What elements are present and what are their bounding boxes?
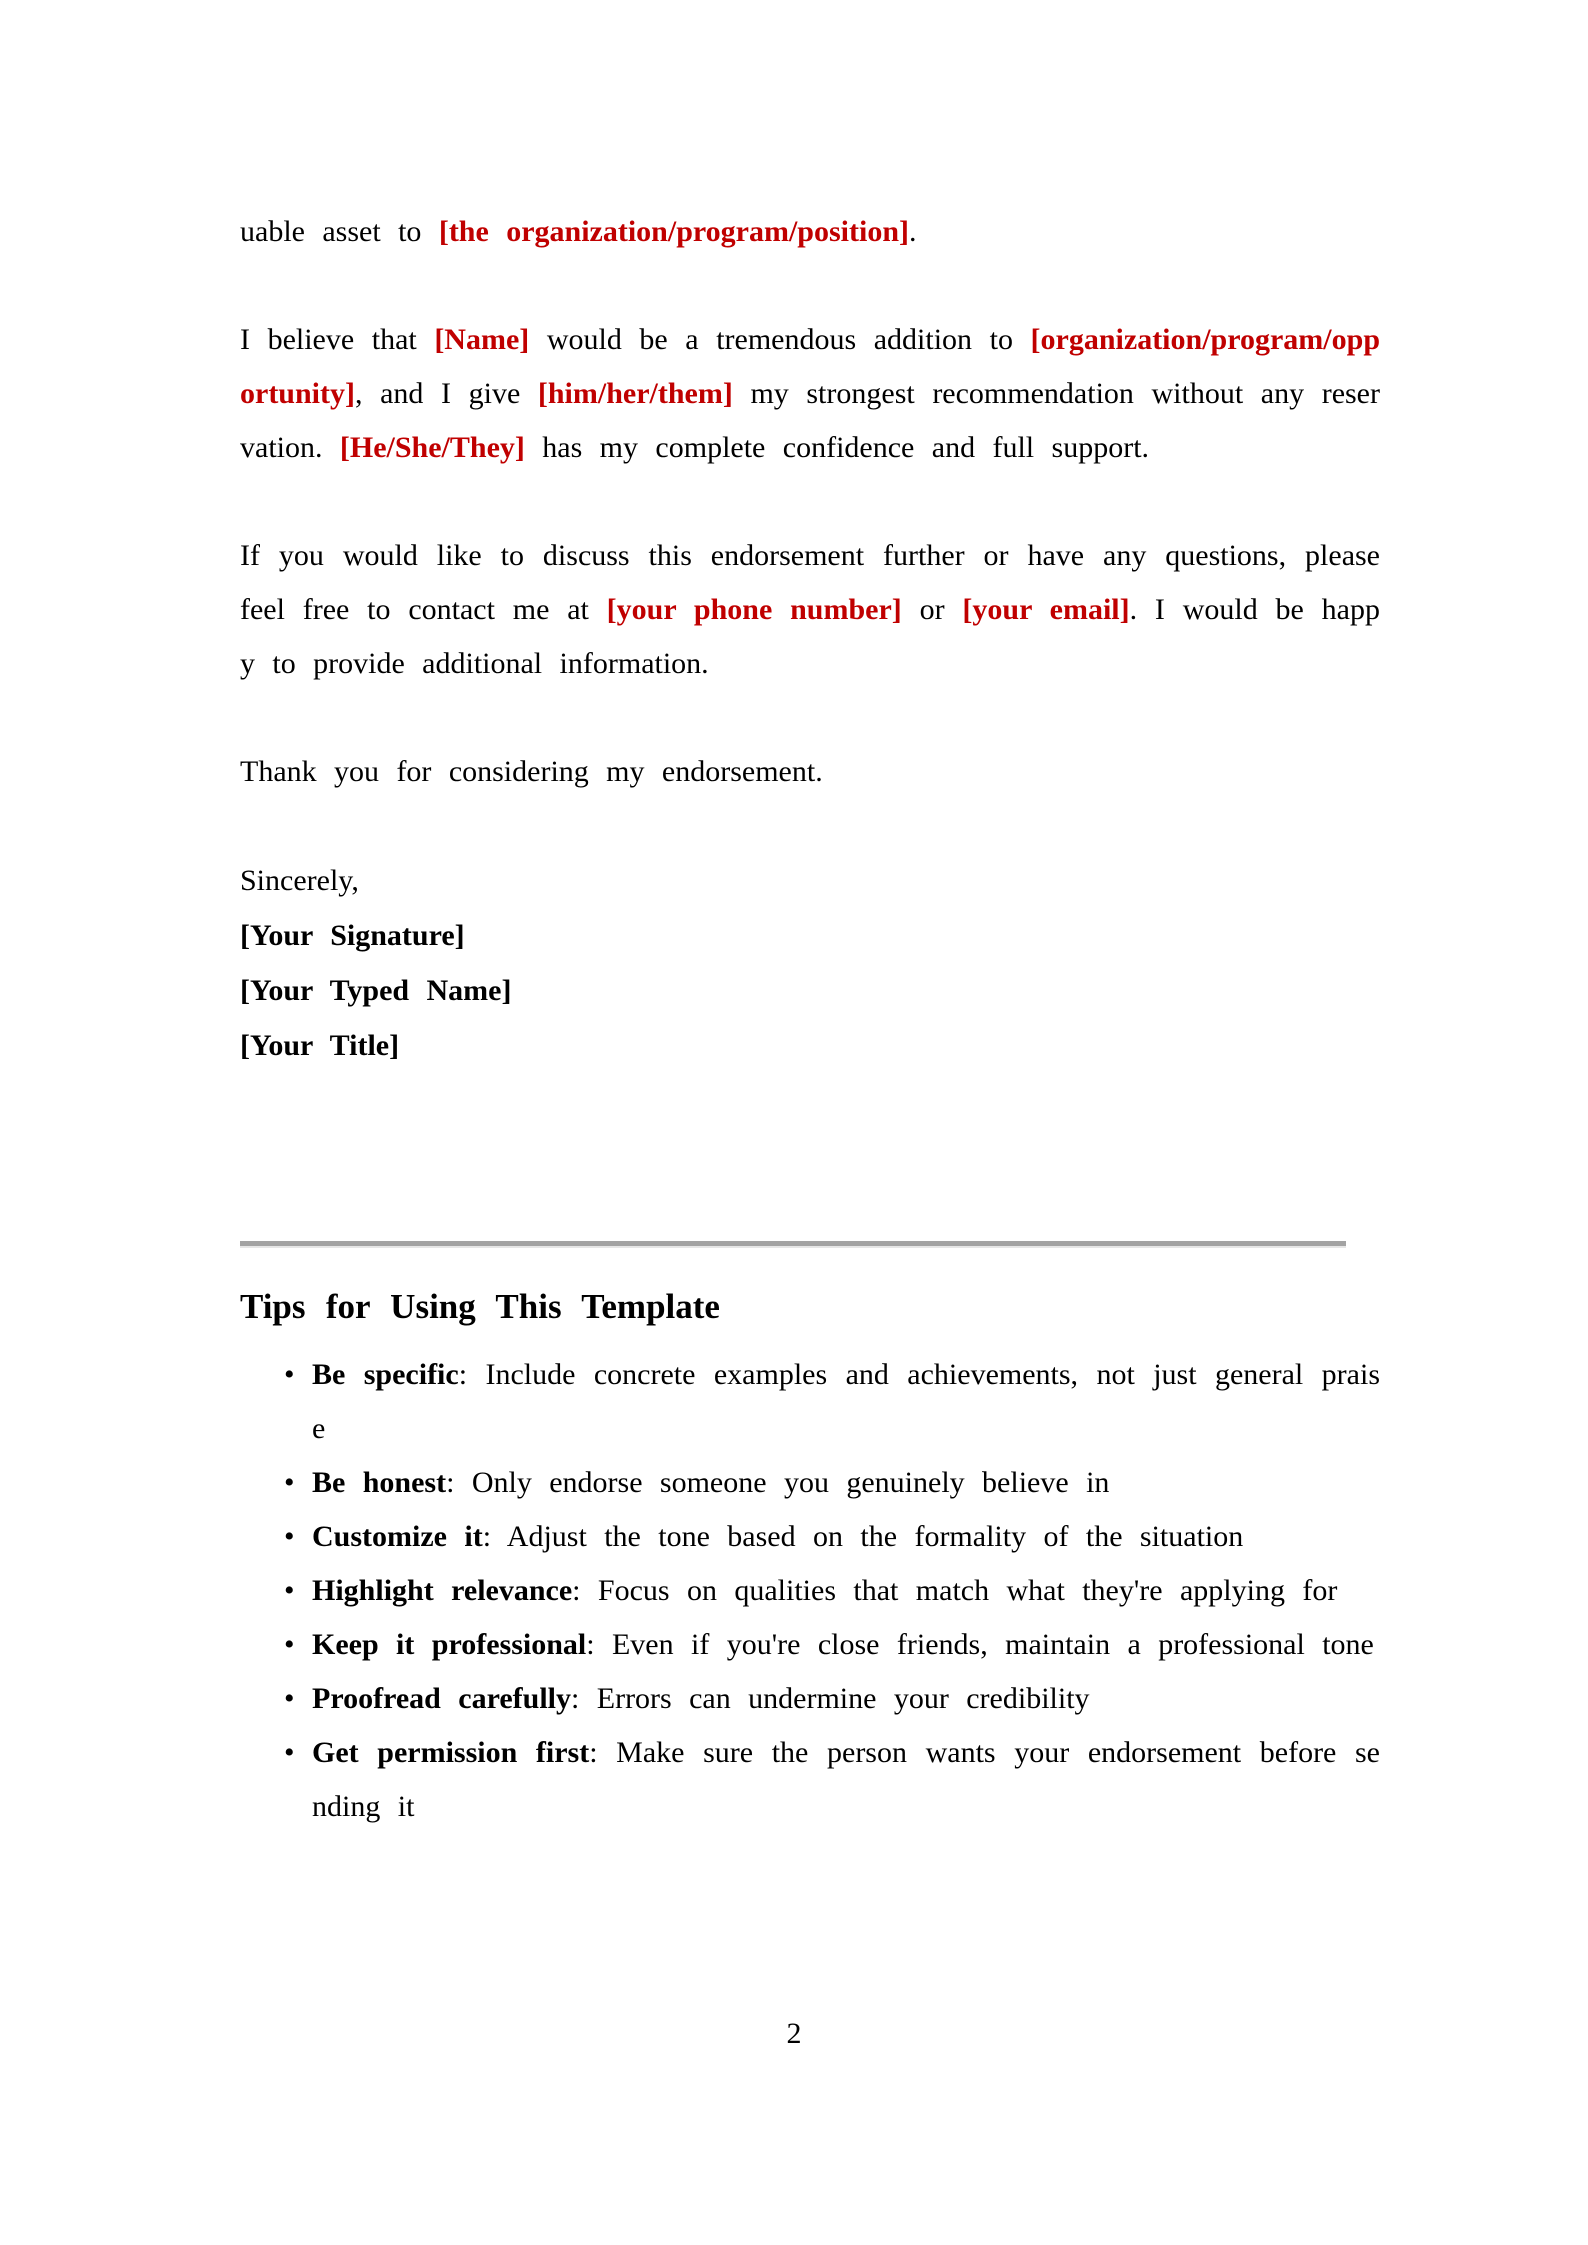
tips-list-item xyxy=(284,1510,1380,1564)
tip-lead: Customize it xyxy=(312,1520,483,1553)
bullet-icon: • xyxy=(284,1358,295,1391)
placeholder-text: [your phone number] xyxy=(606,593,902,626)
tips-list-item xyxy=(284,1456,1380,1510)
placeholder-text: [organization/program/opportunity] xyxy=(240,323,1380,410)
letter-paragraph xyxy=(240,205,1380,259)
tip-lead: Be specific xyxy=(312,1358,459,1391)
body-text: , and I give xyxy=(355,377,538,410)
tips-heading: Tips for Using This Template xyxy=(240,1287,720,1326)
tip-text: : Even if you're close friends, maintain a professional tone xyxy=(586,1628,1374,1661)
bullet-icon: • xyxy=(284,1520,295,1553)
tip-text: : Adjust the tone based on the formality of the situation xyxy=(482,1520,1244,1553)
tips-list-item xyxy=(284,1726,1380,1834)
placeholder-text: [Name] xyxy=(434,323,530,356)
tip-lead: Be honest xyxy=(312,1466,447,1499)
page-footer xyxy=(0,2014,1588,2054)
signature-line: [Your Signature] xyxy=(240,919,465,952)
tips-list-item xyxy=(284,1672,1380,1726)
page-number: 2 xyxy=(786,2017,802,2050)
tip-lead: Proofread carefully xyxy=(312,1682,572,1715)
body-text: . xyxy=(909,215,917,248)
signature-line: Sincerely, xyxy=(240,864,359,897)
tips-list-item xyxy=(284,1564,1380,1618)
tips-list-item xyxy=(284,1618,1380,1672)
body-text: . I would be happy to provide additional information. xyxy=(240,593,1380,680)
bullet-icon: • xyxy=(284,1574,295,1607)
signature-block xyxy=(240,853,1380,1073)
placeholder-text: [the organization/program/position] xyxy=(438,215,909,248)
body-text: would be a tremendous addition to xyxy=(529,323,1031,356)
tip-text: : Errors can undermine your credibility xyxy=(571,1682,1090,1715)
body-text: Thank you for considering my endorsement. xyxy=(240,755,823,788)
tips-list-item xyxy=(284,1348,1380,1456)
tips-list xyxy=(240,1348,1380,1834)
placeholder-text: [him/her/them] xyxy=(537,377,733,410)
tip-text: : Include concrete examples and achievements, not just general praise xyxy=(312,1358,1380,1445)
body-text: uable asset to xyxy=(240,215,439,248)
body-text: or xyxy=(901,593,963,626)
letter-paragraph xyxy=(240,313,1380,475)
placeholder-text: [He/She/They] xyxy=(339,431,525,464)
section-divider xyxy=(240,1241,1346,1248)
tip-text: : Focus on qualities that match what they're applying for xyxy=(572,1574,1338,1607)
bullet-icon: • xyxy=(284,1682,295,1715)
signature-line: [Your Title] xyxy=(240,1029,400,1062)
letter-paragraph xyxy=(240,745,1380,799)
document-content xyxy=(240,205,1380,1834)
body-text: If you would like to discuss this endorsement further or have any questions, please feel free to contact me at xyxy=(240,539,1380,626)
body-text: has my complete confidence and full support. xyxy=(524,431,1150,464)
signature-line: [Your Typed Name] xyxy=(240,974,512,1007)
tip-lead: Highlight relevance xyxy=(312,1574,573,1607)
tip-text: : Make sure the person wants your endorsement before sending it xyxy=(312,1736,1380,1823)
tip-lead: Get permission first xyxy=(312,1736,590,1769)
body-text: I believe that xyxy=(240,323,435,356)
tip-lead: Keep it professional xyxy=(312,1628,587,1661)
bullet-icon: • xyxy=(284,1466,295,1499)
bullet-icon: • xyxy=(284,1736,295,1769)
bullet-icon: • xyxy=(284,1628,295,1661)
letter-paragraph xyxy=(240,529,1380,691)
tip-text: : Only endorse someone you genuinely believe in xyxy=(446,1466,1110,1499)
letter-body xyxy=(240,205,1380,799)
placeholder-text: [your email] xyxy=(962,593,1130,626)
body-text: my strongest recommendation without any reservation. xyxy=(240,377,1380,464)
